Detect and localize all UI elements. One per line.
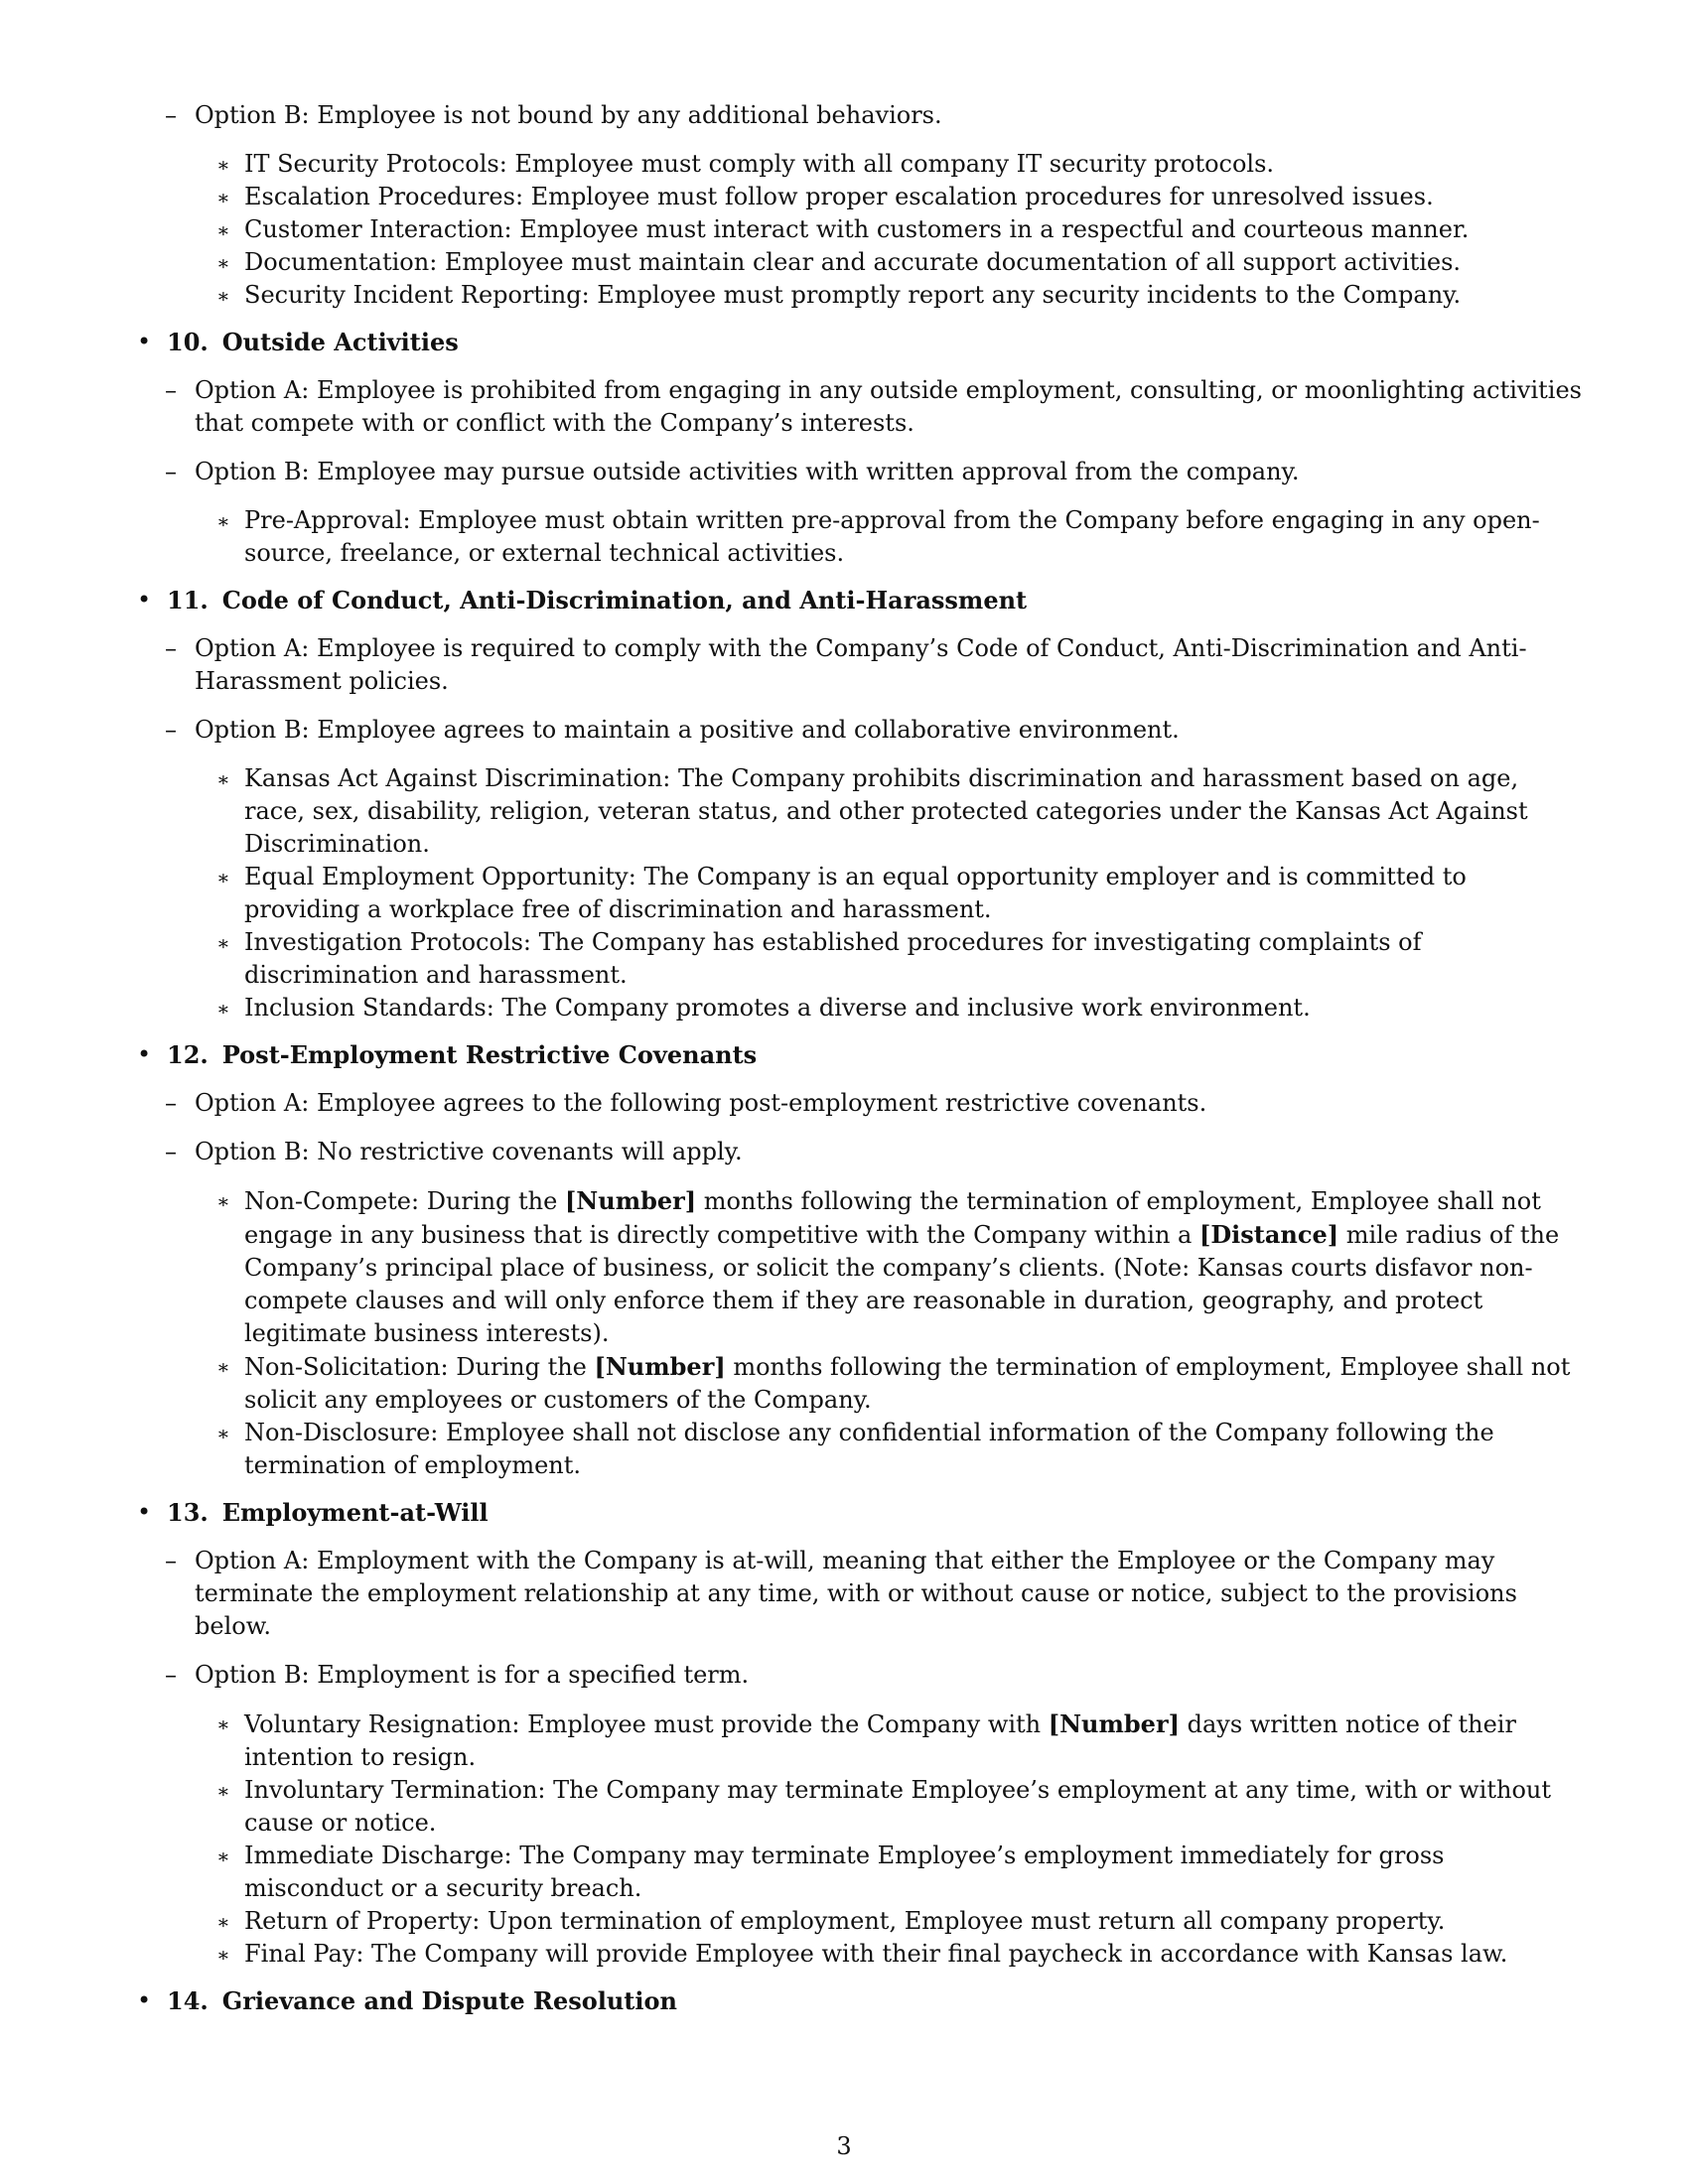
asterisk-marker: ∗ bbox=[216, 509, 230, 533]
asterisk-marker: ∗ bbox=[216, 1779, 230, 1803]
option-b bbox=[133, 1136, 1583, 1168]
bullet-marker: • bbox=[137, 586, 152, 614]
list-item-non-compete bbox=[216, 1184, 1583, 1350]
section-title: Grievance and Dispute Resolution bbox=[221, 1986, 677, 2015]
option-a bbox=[133, 1087, 1583, 1120]
option-b bbox=[133, 1659, 1583, 1692]
item-text: Customer Interaction: Employee must interact with customers in a respectful and courteous manner. bbox=[244, 215, 1470, 243]
item-text: Involuntary Termination: The Company may terminate Employee’s employment at any time, with or without cause or notice. bbox=[244, 1776, 1551, 1837]
dash-marker: – bbox=[165, 1547, 177, 1574]
section-number: 13. bbox=[167, 1498, 209, 1527]
item-text: Equal Employment Opportunity: The Company is an equal opportunity employer and is committed to providing a workplace free of discrimination and harassment. bbox=[244, 863, 1467, 923]
asterisk-marker: ∗ bbox=[216, 767, 230, 791]
dash-marker: – bbox=[165, 101, 177, 129]
section-heading bbox=[167, 1496, 1583, 1529]
asterisk-marker: ∗ bbox=[216, 1844, 230, 1868]
asterisk-marker: ∗ bbox=[216, 251, 230, 275]
asterisk-marker: ∗ bbox=[216, 1943, 230, 1967]
item-text: months following the termination of employment, Employee shall not engage in any business that is directly competitive with the Company within a bbox=[244, 1187, 1541, 1249]
list-item bbox=[216, 992, 1583, 1024]
asterisk-marker: ∗ bbox=[216, 997, 230, 1021]
item-list bbox=[133, 762, 1583, 1024]
item-text: Return of Property: Upon termination of employment, Employee must return all company property. bbox=[244, 1907, 1446, 1935]
item-list bbox=[133, 1184, 1583, 1482]
list-item bbox=[216, 762, 1583, 861]
item-text: Documentation: Employee must maintain clear and accurate documentation of all support activities. bbox=[244, 248, 1462, 276]
dash-marker: – bbox=[165, 376, 177, 404]
list-item bbox=[216, 148, 1583, 181]
option-text: Option B: Employee is not bound by any additional behaviors. bbox=[195, 101, 942, 129]
asterisk-marker: ∗ bbox=[216, 931, 230, 955]
bullet-marker: • bbox=[137, 1498, 152, 1526]
page-number: 3 bbox=[836, 2132, 852, 2160]
dash-marker: – bbox=[165, 716, 177, 744]
intro-item-list bbox=[133, 148, 1583, 312]
asterisk-marker: ∗ bbox=[216, 218, 230, 242]
option-text: Option B: Employment is for a specified term. bbox=[195, 1661, 750, 1689]
dash-marker: – bbox=[165, 1661, 177, 1689]
section-title: Outside Activities bbox=[221, 328, 459, 356]
placeholder-distance: [Distance] bbox=[1198, 1220, 1339, 1249]
item-text: IT Security Protocols: Employee must comply with all company IT security protocols. bbox=[244, 150, 1275, 178]
item-text: days written notice of their intention to resign. bbox=[244, 1710, 1516, 1771]
list-item bbox=[216, 861, 1583, 926]
asterisk-marker: ∗ bbox=[216, 1910, 230, 1934]
option-a bbox=[133, 632, 1583, 698]
list-item bbox=[216, 1938, 1583, 1971]
section-number: 10. bbox=[167, 328, 209, 356]
bullet-marker: • bbox=[137, 1986, 152, 2014]
section-title: Post-Employment Restrictive Covenants bbox=[221, 1040, 758, 1069]
option-text: Option A: Employee is required to comply with the Company’s Code of Conduct, Anti-Discrimination and Anti-Harassment policies. bbox=[195, 634, 1527, 695]
bullet-marker: • bbox=[137, 1040, 152, 1068]
option-text: Option A: Employee agrees to the following post-employment restrictive covenants. bbox=[195, 1089, 1207, 1117]
asterisk-marker: ∗ bbox=[216, 1355, 230, 1379]
item-text: Non-Compete: During the bbox=[244, 1187, 565, 1215]
item-text: Voluntary Resignation: Employee must provide the Company with bbox=[244, 1710, 1049, 1738]
item-list bbox=[133, 1707, 1583, 1971]
page-content bbox=[133, 99, 1583, 2017]
placeholder-number: [Number] bbox=[1048, 1709, 1180, 1738]
list-item-non-solicitation bbox=[216, 1350, 1583, 1417]
item-text: Pre-Approval: Employee must obtain written pre-approval from the Company before engaging in any open-source, freelance, or external technical activities. bbox=[244, 506, 1540, 567]
option-text: Option A: Employee is prohibited from engaging in any outside employment, consulting, or moonlighting activities that compete with or conflict with the Company’s interests. bbox=[195, 376, 1582, 437]
asterisk-marker: ∗ bbox=[216, 186, 230, 209]
list-item-voluntary-resignation bbox=[216, 1707, 1583, 1774]
dash-marker: – bbox=[165, 1138, 177, 1165]
placeholder-number: [Number] bbox=[594, 1352, 726, 1381]
option-b bbox=[133, 456, 1583, 488]
section-heading bbox=[167, 326, 1583, 358]
option-text: Option B: Employee may pursue outside activities with written approval from the company. bbox=[195, 458, 1300, 485]
list-item bbox=[216, 926, 1583, 992]
asterisk-marker: ∗ bbox=[216, 1712, 230, 1736]
item-text: Non-Disclosure: Employee shall not disclose any confidential information of the Company following the termination of employment. bbox=[244, 1419, 1494, 1479]
item-text: Inclusion Standards: The Company promotes a diverse and inclusive work environment. bbox=[244, 994, 1311, 1022]
section-grievance bbox=[133, 1984, 1583, 2017]
item-text: Final Pay: The Company will provide Employee with their final paycheck in accordance with Kansas law. bbox=[244, 1940, 1508, 1968]
section-title: Employment-at-Will bbox=[221, 1498, 489, 1527]
item-text: Kansas Act Against Discrimination: The Company prohibits discrimination and harassment based on age, race, sex, disability, religion, veteran status, and other protected categories under the Kansas Act Against Discrimination. bbox=[244, 764, 1528, 858]
list-item bbox=[216, 1840, 1583, 1905]
dash-marker: – bbox=[165, 634, 177, 662]
asterisk-marker: ∗ bbox=[216, 284, 230, 308]
asterisk-marker: ∗ bbox=[216, 153, 230, 177]
option-b bbox=[133, 714, 1583, 747]
item-text: Immediate Discharge: The Company may terminate Employee’s employment immediately for gross misconduct or a security breach. bbox=[244, 1842, 1445, 1902]
item-text: Escalation Procedures: Employee must follow proper escalation procedures for unresolved issues. bbox=[244, 183, 1434, 210]
list-item bbox=[216, 181, 1583, 213]
list-item-non-disclosure bbox=[216, 1417, 1583, 1482]
list-item bbox=[216, 504, 1583, 570]
option-text: Option B: No restrictive covenants will apply. bbox=[195, 1138, 743, 1165]
item-text: Security Incident Reporting: Employee must promptly report any security incidents to the Company. bbox=[244, 281, 1462, 309]
list-item bbox=[216, 213, 1583, 246]
section-outside-activities bbox=[133, 326, 1583, 358]
option-text: Option A: Employment with the Company is at-will, meaning that either the Employee or the Company may terminate the employment relationship at any time, with or without cause or notice, subject to the provisions below. bbox=[195, 1547, 1517, 1640]
asterisk-marker: ∗ bbox=[216, 1422, 230, 1445]
asterisk-marker: ∗ bbox=[216, 1189, 230, 1213]
section-number: 11. bbox=[167, 586, 209, 614]
option-a bbox=[133, 374, 1583, 440]
intro-option-b bbox=[133, 99, 1583, 132]
dash-marker: – bbox=[165, 458, 177, 485]
list-item bbox=[216, 246, 1583, 279]
list-item bbox=[216, 279, 1583, 312]
section-code-of-conduct bbox=[133, 584, 1583, 616]
section-heading bbox=[167, 1038, 1583, 1071]
list-item bbox=[216, 1905, 1583, 1938]
dash-marker: – bbox=[165, 1089, 177, 1117]
section-heading bbox=[167, 584, 1583, 616]
section-employment-at-will bbox=[133, 1496, 1583, 1529]
section-number: 14. bbox=[167, 1986, 209, 2015]
list-item bbox=[216, 1774, 1583, 1840]
item-text: Non-Solicitation: During the bbox=[244, 1353, 595, 1381]
item-text: Investigation Protocols: The Company has established procedures for investigating complaints of discrimination and harassment. bbox=[244, 928, 1422, 989]
item-text: months following the termination of employment, Employee shall not solicit any employees or customers of the Company. bbox=[244, 1353, 1571, 1414]
section-restrictive-covenants bbox=[133, 1038, 1583, 1071]
section-title: Code of Conduct, Anti-Discrimination, and Anti-Harassment bbox=[221, 586, 1028, 614]
item-text: mile radius of the Company’s principal place of business, or solicit the company’s clients. (Note: Kansas courts disfavor non-compete clauses and will only enforce them if they are reasonable in duration, geography, and protect legitimate business interests). bbox=[244, 1221, 1560, 1347]
placeholder-number: [Number] bbox=[564, 1186, 697, 1215]
asterisk-marker: ∗ bbox=[216, 866, 230, 889]
bullet-marker: • bbox=[137, 328, 152, 355]
item-list bbox=[133, 504, 1583, 570]
option-a bbox=[133, 1545, 1583, 1643]
section-heading bbox=[167, 1984, 1583, 2017]
section-number: 12. bbox=[167, 1040, 209, 1069]
option-text: Option B: Employee agrees to maintain a positive and collaborative environment. bbox=[195, 716, 1180, 744]
